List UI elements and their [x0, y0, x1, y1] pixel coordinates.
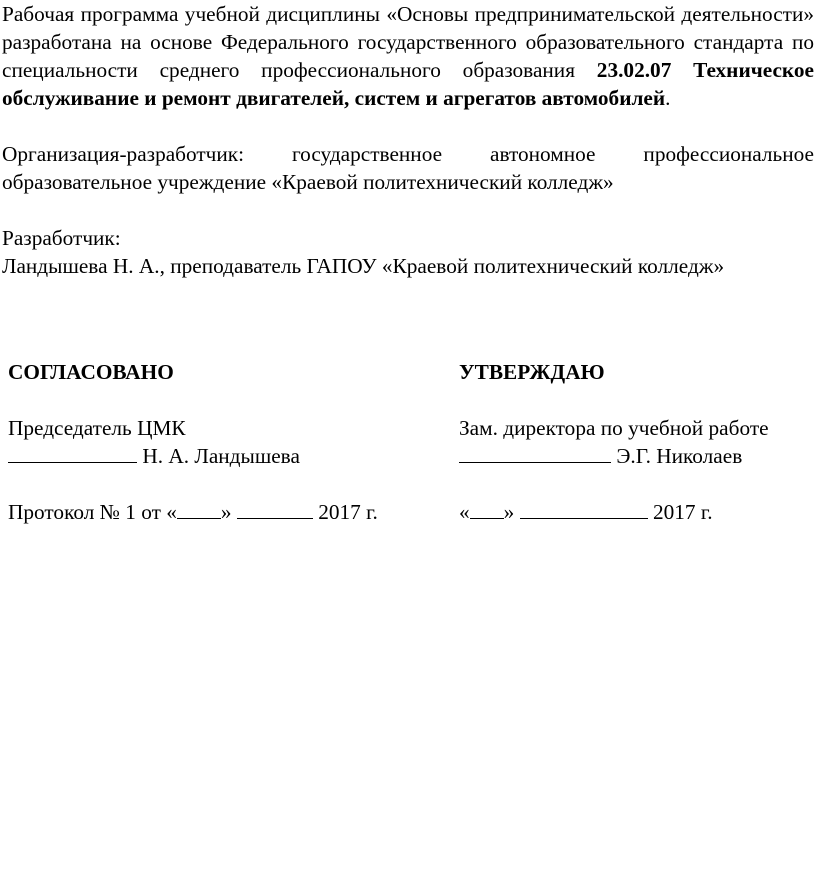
signature-blank [459, 442, 611, 463]
approved-signature-line [459, 442, 809, 470]
protocol-line [8, 498, 428, 526]
date-year: 2017 г. [652, 500, 713, 524]
protocol-mid: » [220, 500, 232, 524]
developer-label: Разработчик: [2, 226, 121, 250]
date-day-blank [470, 498, 504, 519]
date-prefix: « [459, 500, 470, 524]
protocol-prefix: Протокол № 1 от « [8, 500, 177, 524]
approved-heading: УТВЕРЖДАЮ [459, 360, 605, 384]
agreed-position: Председатель ЦМК [8, 416, 186, 440]
intro-text: Рабочая программа учебной дисциплины «Основы предпринимательской деятельности» разработана на основе Федерального государственного образовательного стандарта по специальности среднего профессионального образования [2, 2, 814, 82]
signature-blank [8, 442, 137, 463]
organization-paragraph: Организация-разработчик: государственное автономное профессиональное образовательное учреждение «Краевой политехнический колледж» [2, 142, 814, 194]
document-page [2, 0, 814, 280]
agreed-column [8, 358, 428, 526]
date-month-blank [520, 498, 648, 519]
intro-paragraph [2, 0, 814, 112]
agreed-signature-line [8, 442, 428, 470]
protocol-day-blank [177, 498, 221, 519]
approved-date-line [459, 498, 809, 526]
agreed-heading: СОГЛАСОВАНО [8, 360, 174, 384]
date-mid: » [503, 500, 515, 524]
protocol-year: 2017 г. [318, 500, 378, 524]
approved-column [459, 358, 809, 526]
agreed-signature-name: Н. А. Ландышева [142, 444, 300, 468]
developer-name: Ландышева Н. А., преподаватель ГАПОУ «Краевой политехнический колледж» [2, 254, 725, 278]
approved-position: Зам. директора по учебной работе [459, 416, 769, 440]
intro-end: . [665, 86, 671, 110]
specialty-code-title: 23.02.07 Техническое обслуживание и ремонт двигателей, систем и агрегатов автомобилей [2, 58, 814, 110]
approved-signature-name: Э.Г. Николаев [616, 444, 743, 468]
protocol-month-blank [237, 498, 313, 519]
